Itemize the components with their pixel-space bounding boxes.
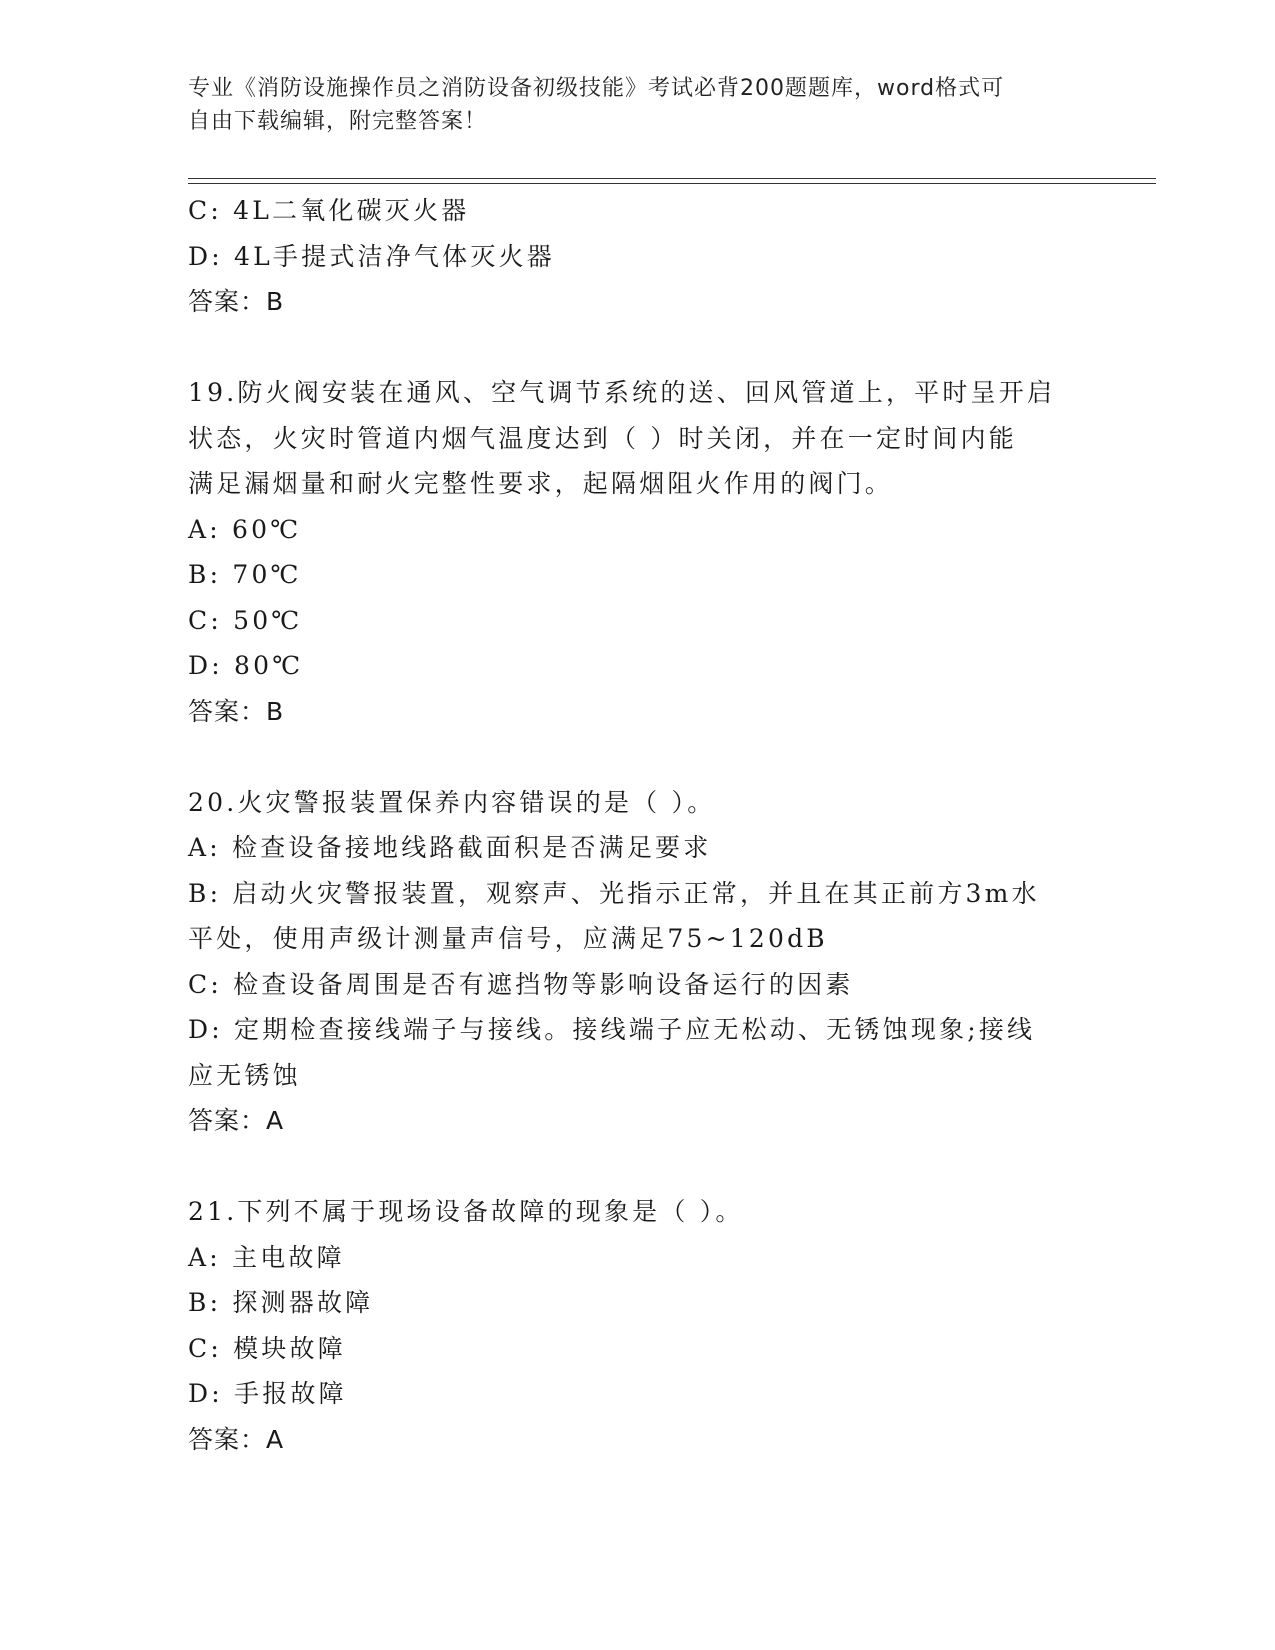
option-b: B: 探测器故障 (188, 1288, 374, 1317)
option-a: A: 检查设备接地线路截面积是否满足要求 (188, 833, 712, 862)
option-d: D: 4L手提式洁净气体灭火器 (188, 241, 555, 271)
option-a: A: 60℃ (188, 514, 302, 544)
spacer (188, 1144, 1068, 1190)
header-rule-top (188, 178, 1156, 179)
option-d: D: 80℃ (188, 651, 304, 680)
question-text-line: 20.火灾警报装置保养内容错误的是（ ）。 (188, 787, 716, 817)
answer: 答案：B (188, 287, 285, 316)
spacer (188, 325, 1068, 371)
header-line-2: 自由下载编辑，附完整答案！ (188, 109, 488, 134)
question-text-line: 21.下列不属于现场设备故障的现象是（ ）。 (188, 1197, 744, 1226)
question-text-line: 状态，火灾时管道内烟气温度达到（ ）时关闭，并在一定时间内能 (188, 423, 1017, 453)
question-text-line: 19.防火阀安装在通风、空气调节系统的送、回风管道上，平时呈开启 (188, 378, 1056, 407)
option-c: C: 50℃ (188, 605, 303, 635)
spacer (188, 734, 1068, 780)
option-d: D: 手报故障 (188, 1379, 347, 1408)
option-d-continued: 应无锈蚀 (188, 1060, 301, 1090)
question-18-tail (188, 188, 1068, 325)
question-20 (188, 780, 1068, 1144)
option-b: B: 70℃ (188, 560, 302, 589)
option-a: A: 主电故障 (188, 1242, 345, 1272)
option-c: C: 4L二氧化碳灭火器 (188, 196, 470, 225)
question-21 (188, 1189, 1068, 1462)
option-c: C: 检查设备周围是否有遮挡物等影响设备运行的因素 (188, 969, 854, 999)
option-b-continued: 平处，使用声级计测量声信号，应满足75~120dB (188, 924, 828, 953)
document-header (188, 72, 1088, 138)
answer: 答案：A (188, 1106, 285, 1135)
header-rule-bottom (188, 183, 1156, 184)
question-text-line: 满足漏烟量和耐火完整性要求，起隔烟阻火作用的阀门。 (188, 469, 894, 498)
option-d: D: 定期检查接线端子与接线。接线端子应无松动、无锈蚀现象;接线 (188, 1015, 1036, 1044)
question-19 (188, 370, 1068, 734)
document-body (188, 188, 1068, 1462)
answer: 答案：B (188, 696, 285, 726)
answer: 答案：A (188, 1424, 285, 1454)
option-c: C: 模块故障 (188, 1333, 346, 1363)
header-line-1: 专业《消防设施操作员之消防设备初级技能》考试必背200题题库，word格式可 (188, 76, 1005, 101)
option-b: B: 启动火灾警报装置，观察声、光指示正常，并且在其正前方3m水 (188, 878, 1040, 908)
